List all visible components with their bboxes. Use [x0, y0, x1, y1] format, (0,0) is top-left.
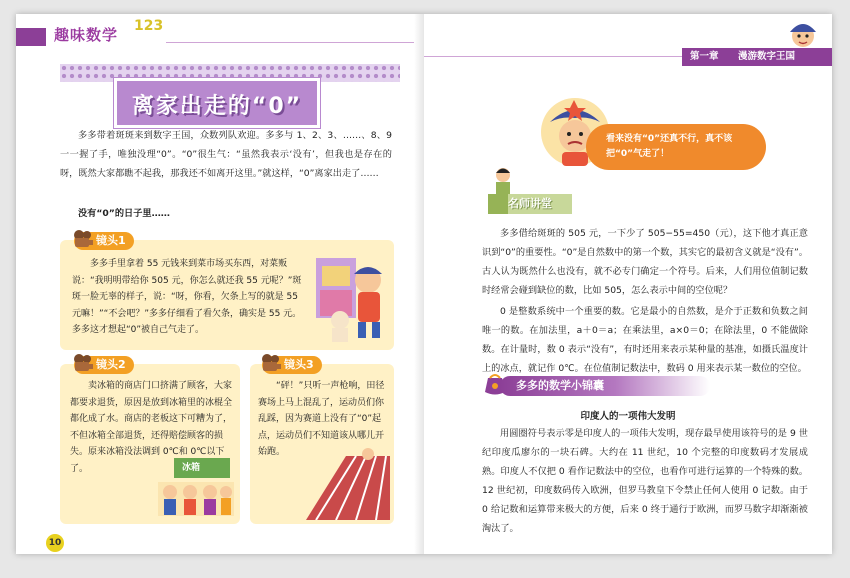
chapter-bar	[682, 48, 832, 66]
intro-paragraph: 多多带着斑斑来到数字王国，众数列队欢迎。多多与 1、2、3、……、8、9 一一握了手，唯独没理“0”。“0”很生气：“虽然我表示‘没有’，但我也是存在的呀，既然大家都瞧不起我，那我还不如离开这里。”就这样，“0”离家出走了……	[60, 130, 392, 179]
title-box	[114, 78, 320, 128]
shop-scene-illustration	[312, 250, 390, 344]
header-line	[424, 56, 682, 57]
mascot-icon	[786, 16, 820, 52]
page-number: 10	[46, 534, 64, 552]
shot2-panel	[60, 358, 240, 524]
section2-title: 多多的数学小锦囊	[516, 379, 604, 392]
series-number: 123	[134, 18, 164, 34]
shot3-label: 镜头3	[284, 358, 314, 371]
book-spread	[16, 14, 832, 554]
chapter-title: 漫游数字王国	[738, 51, 796, 62]
camera-icon	[72, 352, 94, 374]
speech-bubble: 看来没有“0”还真不行，真不该把“0”气走了！	[586, 124, 766, 170]
shot1-tag	[74, 232, 134, 250]
page-title: 离家出走的“0”	[131, 94, 303, 119]
shot2-text: 卖冰箱的商店门口挤满了顾客，大家都要求退货，原因是放到冰箱里的冰棍全都化成了水。商店的老板这下可糟为了，不但冰箱全部退货，还得赔偿顾客的损失。原来冰箱没法调到 0℃和 0℃以下了。	[70, 381, 233, 474]
shot2-label: 镜头2	[96, 358, 126, 371]
shot3-tag	[262, 356, 322, 374]
shot2-tag	[74, 356, 134, 374]
shot3-panel	[250, 358, 394, 524]
camera-icon	[72, 228, 94, 250]
header-line	[166, 42, 424, 43]
shot3-text: “砰！”只听一声枪响，田径赛场上马上混乱了，运动员们你乱踩，因为赛道上没有了“0”起点，运动员们不知道该从哪儿开始跑。	[258, 381, 385, 457]
chapter-label: 第一章	[690, 51, 719, 62]
left-page	[16, 14, 424, 554]
race-track-illustration	[306, 446, 390, 520]
section-tips-tag	[500, 376, 710, 396]
section1-paragraph1: 多多借给斑斑的 505 元，一下少了 505−55=450（元），这下他才真正意识到“0”的重要性。“0”是自然数中的第一个数，其实它的最初含义就是“没有”。古人认为既然什么也没有，就不必专门确定一个符号。后来，人们用位值制记数时经常会碰到缺位的数，比如 505，怎么表示中间的空位呢？	[482, 228, 808, 296]
header-bar	[16, 28, 46, 46]
article-title: 印度人的一项伟大发明	[580, 411, 676, 422]
section-teacher-tag	[488, 194, 572, 214]
camera-icon	[260, 352, 282, 374]
fridge-sign: 冰箱	[182, 463, 201, 473]
shot1-label: 镜头1	[96, 234, 126, 247]
section-square	[488, 194, 508, 214]
section1-title: 名师讲堂	[508, 197, 552, 210]
shot1-text: 多多手里拿着 55 元钱来到菜市场买东西，对菜贩说：“我明明带给你 505 元，你怎么就还我 55 元呢？”斑斑一脸无辜的样子，说：“呀，你看，欠条上写的就是 55 元嘛！”“不会吧？”多多仔细看了看欠条，确实是 55 元。多多这才想起“0”被自己气走了。	[72, 259, 302, 335]
article-text: 用圆圈符号表示零是印度人的一项伟大发明，现存最早使用该符号的是 9 世纪印度瓜廖尔的一块石碑。大约在 11 世纪，10 个完整的印度数码才发展成熟。印度人不仅把 0 看作记数法中的空位，也看作可进行运算的一个特殊的数。12 世纪初，印度数码传入欧洲，但罗马教皇下令禁止任何人使用 0 记数。由于 0 给记数和运算带来极大的方便，后来 0 终于通行于欧洲，而罗马数字却渐渐被淘汰了。	[482, 428, 808, 534]
right-page	[424, 14, 832, 554]
series-title: 趣味数学	[54, 26, 119, 44]
lead-line: 没有“0”的日子里……	[78, 208, 170, 219]
shot1-panel	[60, 234, 394, 350]
section1-paragraph2: 0 是整数系统中一个重要的数。它是最小的自然数，是介于正数和负数之间唯一的数。在加法里，a＋0＝a；在乘法里，a×0＝0；在除法里，0 不能做除数。在计量时，数 0 表示“没有”，有时还用来表示某种量的基准，如摄氏温度计上的冰点，就记作 0℃。在位值制记数法中，数码 0 用来表示某一数位的空位。	[482, 306, 808, 374]
